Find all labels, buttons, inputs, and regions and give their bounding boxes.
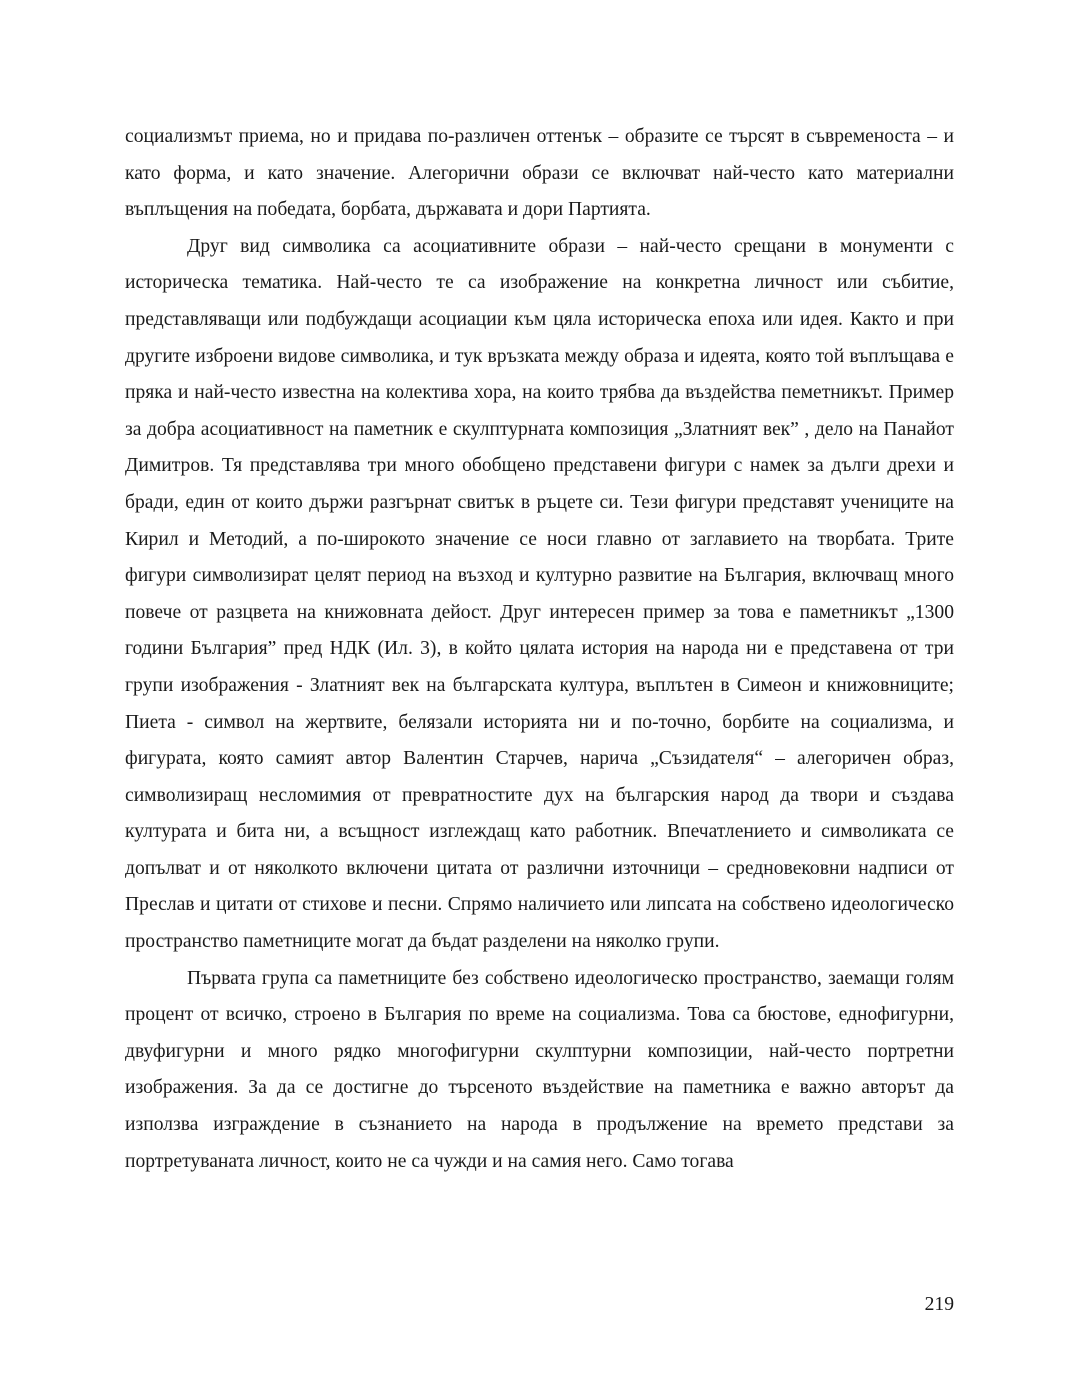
- paragraph-associative-images: Друг вид символика са асоциативните образи – най-често срещани в монументи с историческа тематика. Най-често те са изображение на конкретна личност или събитие, представляващи или подбуждащи асоциации към цяла историческа епоха или идея. Както и при другите изброени видове символика, и тук връзката между образа и идеята, която той въплъщава е пряка и най-често известна на колектива хора, на които трябва да въздейства пеметникът. Пример за добра асоциативност на паметник е скулптурната композиция „Златният век” , дело на Панайот Димитров. Тя представлява три много обобщено представени фигури с намек за дълги дрехи и бради, един от които държи разгърнат свитък в ръцете си. Тези фигури представят учениците на Кирил и Методий, а по-широкото значение се носи главно от заглавието на творбата. Трите фигури символизират целят период на възход и културно развитие на България, включващ много повече от разцвета на книжовната дейост. Друг интересен пример за това е паметникът „1300 години България” пред НДК (Ил. 3), в който цялата история на народа ни е представена от три групи изображения - Златният век на българската култура, въплътен в Симеон и книжовниците; Пиета - символ на жертвите, белязали историята ни и по-точно, борбите на социализма, и фигурата, която самият автор Валентин Старчев, нарича „Съзидателя“ – алегоричен образ, символизиращ несломимия от превратностите дух на българския народ да твори и създава културата и бита ни, а всъщност изглеждащ като работник. Впечатлението и символиката се допълват и от няколкото включени цитата от различни източници – средновековни надписи от Преслав и цитати от стихове и песни. Спрямо наличието или липсата на собствено идеологическо пространство паметниците могат да бъдат разделени на няколко групи.: [125, 235, 954, 953]
- paragraph-continuation: социализмът приема, но и придава по-различен оттенък – образите се търсят в съвременоста – и като форма, и като значение. Алегорични образи се включват най-често като материални въплъщения на победата, борбата, държавата и дори Партията.: [125, 126, 954, 221]
- paragraph-first-group: Първата група са паметниците без собствено идеологическо пространство, заемащи голям процент от всичко, строено в България по време на социализма. Това са бюстове, еднофигурни, двуфигурни и много рядко многофигурни скулптурни композиции, най-често портретни изображения. За да се достигне до търсеното въздействие на паметника е важно авторът да използва изграждение в съзнанието на народа в продължение на времето представи за портретуваната личност, които не са чужди и на самия него. Само тогава: [125, 967, 954, 1172]
- page-number: 219: [924, 1294, 954, 1315]
- body-text: [125, 119, 954, 1180]
